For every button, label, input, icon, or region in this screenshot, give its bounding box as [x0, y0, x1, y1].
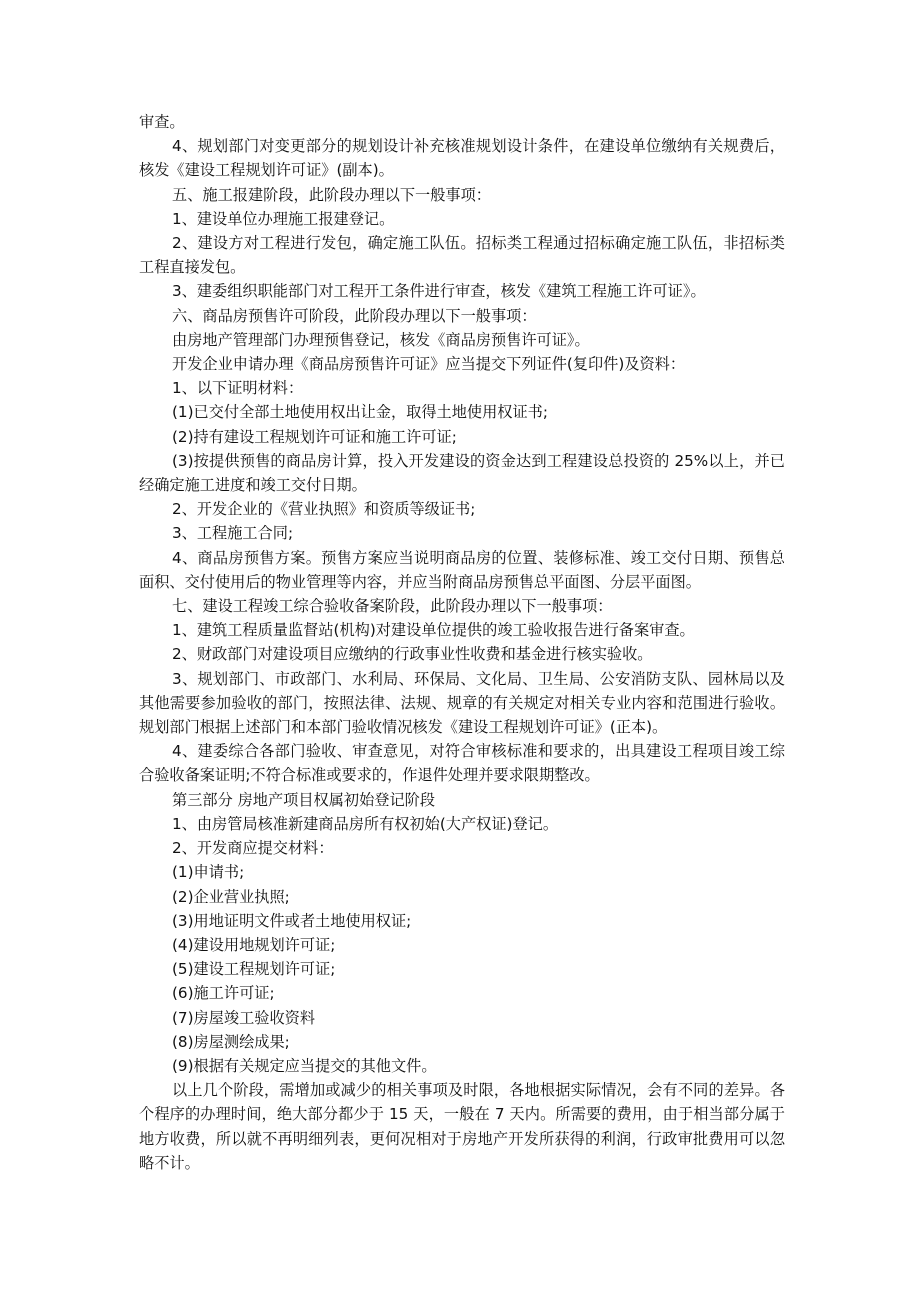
- section-heading: 六、商品房预售许可阶段，此阶段办理以下一般事项：: [172, 306, 537, 325]
- section-heading: 五、施工报建阶段，此阶段办理以下一般事项：: [172, 185, 491, 204]
- list-item: (3)按提供预售的商品房计算，投入开发建设的资金达到工程建设总投资的 25%以上，并已经确定施工进度和竣工交付日期。: [139, 451, 785, 495]
- list-item: (6)施工许可证;: [172, 984, 275, 1003]
- list-item: (7)房屋竣工验收资料: [172, 1008, 316, 1027]
- section-heading: 七、建设工程竣工综合验收备案阶段，此阶段办理以下一般事项：: [172, 597, 613, 616]
- list-item: (8)房屋测绘成果;: [172, 1032, 290, 1051]
- paragraph: 2、建设方对工程进行发包，确定施工队伍。招标类工程通过招标确定施工队伍，非招标类工程直接发包。: [139, 234, 785, 277]
- list-item: 3、规划部门、市政部门、水利局、环保局、文化局、卫生局、公安消防支队、园林局以及其他需要参加验收的部门，按照法律、法规、规章的有关规定对相关专业内容和范围进行验收。规划部门根据上述部门和本部门验收情况核发《建设工程规划许可证》(正本)。: [139, 669, 785, 737]
- list-item: 4、建委综合各部门验收、审查意见，对符合审核标准和要求的，出具建设工程项目竣工综合验收备案证明;不符合标准或要求的，作退件处理并要求限期整改。: [139, 742, 785, 785]
- paragraph: 由房地产管理部门办理预售登记，核发《商品房预售许可证》。: [172, 330, 590, 349]
- list-item: (5)建设工程规划许可证;: [172, 960, 336, 979]
- list-item: 3、工程施工合同;: [172, 524, 294, 543]
- part-heading: 第三部分 房地产项目权属初始登记阶段: [172, 790, 436, 809]
- list-item: 2、开发商应提交材料：: [172, 839, 334, 858]
- list-item: (2)持有建设工程规划许可证和施工许可证;: [172, 427, 457, 446]
- list-item: 1、以下证明材料：: [172, 379, 304, 398]
- list-item: (1)已交付全部土地使用权出让金，取得土地使用权证书;: [172, 403, 548, 422]
- list-item: 1、由房管局核准新建商品房所有权初始(大产权证)登记。: [172, 814, 559, 833]
- list-item: (1)申请书;: [172, 863, 245, 882]
- paragraph: 开发企业申请办理《商品房预售许可证》应当提交下列证件(复印件)及资料：: [172, 355, 686, 374]
- paragraph-continuation: 审查。: [139, 113, 185, 131]
- paragraph: 1、建设单位办理施工报建登记。: [172, 209, 395, 228]
- list-item: (9)根据有关规定应当提交的其他文件。: [172, 1056, 437, 1075]
- list-item: 2、开发企业的《营业执照》和资质等级证书;: [172, 500, 476, 519]
- paragraph: 3、建委组织职能部门对工程开工条件进行审查，核发《建筑工程施工许可证》。: [172, 282, 706, 301]
- list-item: (3)用地证明文件或者土地使用权证;: [172, 911, 412, 930]
- document-page: [139, 110, 785, 1175]
- paragraph: 4、规划部门对变更部分的规划设计补充核准规划设计条件，在建设单位缴纳有关规费后，核发《建设工程规划许可证》(副本)。: [139, 137, 785, 180]
- list-item: 4、商品房预售方案。预售方案应当说明商品房的位置、装修标准、竣工交付日期、预售总面积、交付使用后的物业管理等内容，并应当附商品房预售总平面图、分层平面图。: [139, 548, 785, 591]
- list-item: 1、建筑工程质量监督站(机构)对建设单位提供的竣工验收报告进行备案审查。: [172, 621, 695, 640]
- list-item: (4)建设用地规划许可证;: [172, 935, 336, 954]
- list-item: 2、财政部门对建设项目应缴纳的行政事业性收费和基金进行核实验收。: [172, 645, 653, 664]
- paragraph: 以上几个阶段，需增加或减少的相关事项及时限，各地根据实际情况，会有不同的差异。各个程序的办理时间，绝大部分都少于 15 天，一般在 7 天内。所需要的费用，由于相当部分属于地方收费，所以就不再明细列表，更何况相对于房地产开发所获得的利润，行政审批费用可以忽略不计。: [139, 1081, 785, 1172]
- list-item: (2)企业营业执照;: [172, 887, 290, 906]
